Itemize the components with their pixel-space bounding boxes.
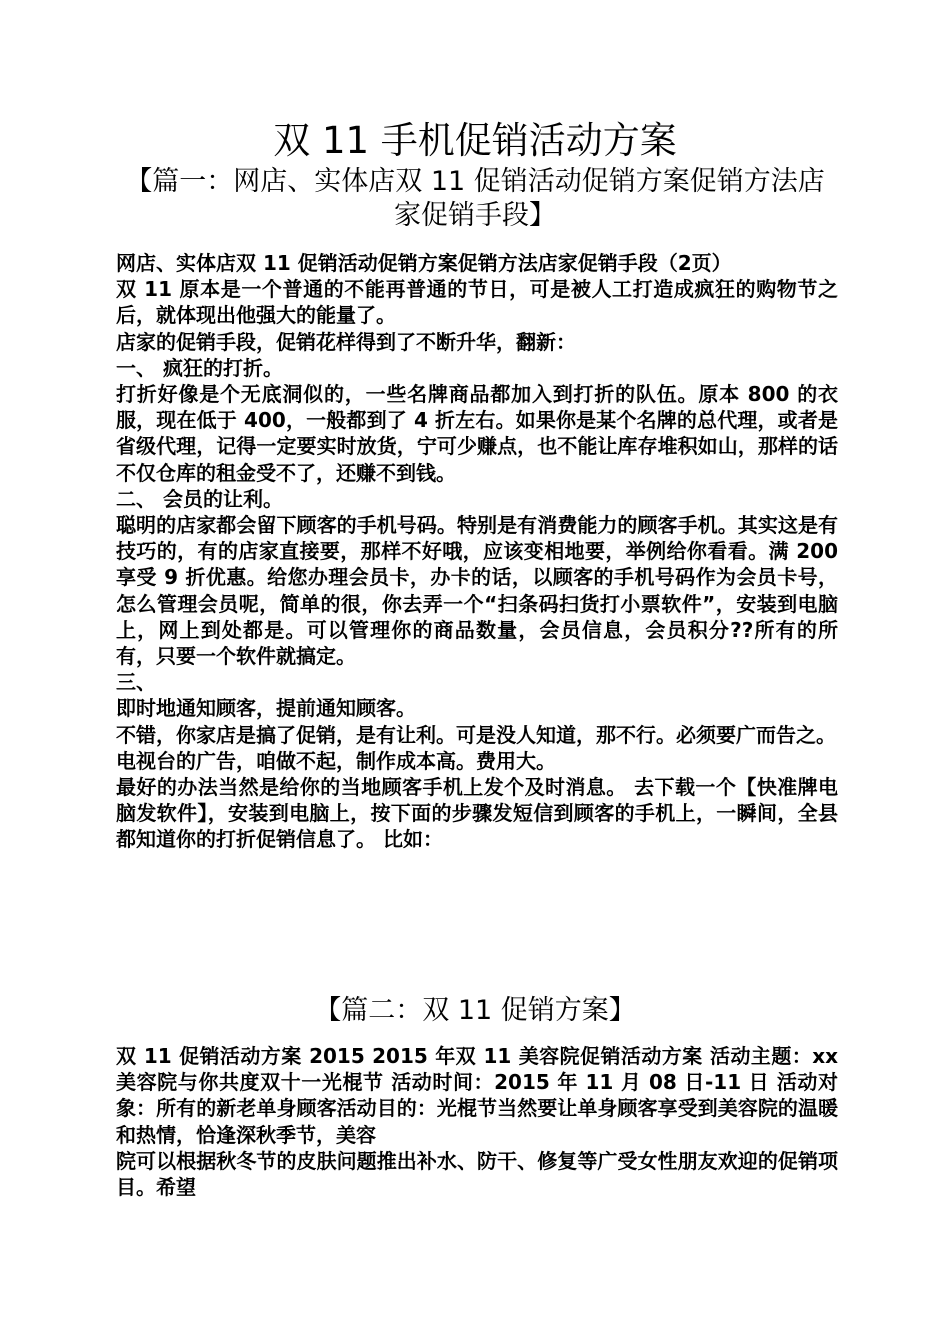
paragraph: 一、 疯狂的打折。 <box>116 355 283 380</box>
paragraph: 网店、实体店双 11 促销活动促销方案促销方法店家促销手段（2页） <box>116 251 732 275</box>
paragraph: 店家的促销手段，促销花样得到了不断升华，翻新： <box>116 329 576 354</box>
paragraph: 电视台的广告，咱做不起，制作成本高。费用大。 <box>116 748 556 773</box>
section-1-body <box>116 250 838 853</box>
section-2-body <box>116 1043 838 1200</box>
paragraph: 最好的办法当然是给你的当地顾客手机上发个及时消息。 去下载一个【快准牌电脑发软件】，安装到电脑上，按下面的步骤发短信到顾客的手机上，一瞬间，全县都知道你的打折促销信息了。 比如： <box>116 775 838 852</box>
section-heading-1: 【篇一：网店、实体店双 11 促销活动促销方案促销方法店家促销手段】 <box>125 166 825 231</box>
paragraph: 聪明的店家都会留下顾客的手机号码。特别是有消费能力的顾客手机。其实这是有技巧的，有的店家直接要，那样不好哦，应该变相地要，举例给你看看。满 200 享受 9 折优惠。给您办理会员卡，办卡的话，以顾客的手机号码作为会员卡号，怎么管理会员呢，简单的很，你去弄一个“扫条码扫货打小票软件”，安装到电脑上，网上到处都是。可以管理你的商品数量，会员信息，会员积分??所有的所有，只要一个软件就搞定。 <box>116 513 838 669</box>
paragraph: 双 11 促销活动方案 2015 2015 年双 11 美容院促销活动方案 活动主题：xx 美容院与你共度双十一光棍节 活动时间：2015 年 11 月 08 日-11 日 活动对象：所有的新老单身顾客活动目的：光棍节当然要让单身顾客享受到美容院的温暖和热情，恰逢深秋季节，美容 <box>116 1044 838 1147</box>
document-title: 双 11 手机促销活动方案 <box>273 119 677 162</box>
paragraph: 即时地通知顾客，提前通知顾客。 <box>116 696 416 721</box>
paragraph: 不错，你家店是搞了促销，是有让利。可是没人知道，那不行。必须要广而告之。 <box>116 722 836 747</box>
paragraph: 二、 会员的让利。 <box>116 486 283 511</box>
paragraph: 三、 <box>116 670 156 695</box>
section-heading-2: 【篇二：双 11 促销方案】 <box>314 995 636 1026</box>
paragraph: 院可以根据秋冬节的皮肤问题推出补水、防干、修复等广受女性朋友欢迎的促销项目。希望 <box>116 1148 838 1200</box>
paragraph: 双 11 原本是一个普通的不能再普通的节日，可是被人工打造成疯狂的购物节之后，就体现出他强大的能量了。 <box>116 277 838 328</box>
paragraph: 打折好像是个无底洞似的，一些名牌商品都加入到打折的队伍。原本 800 的衣服，现在低于 400，一般都到了 4 折左右。如果你是某个名牌的总代理，或者是省级代理，记得一定要实时放货，宁可少赚点，也不能让库存堆积如山，那样的话不仅仓库的租金受不了，还赚不到钱。 <box>116 382 838 485</box>
